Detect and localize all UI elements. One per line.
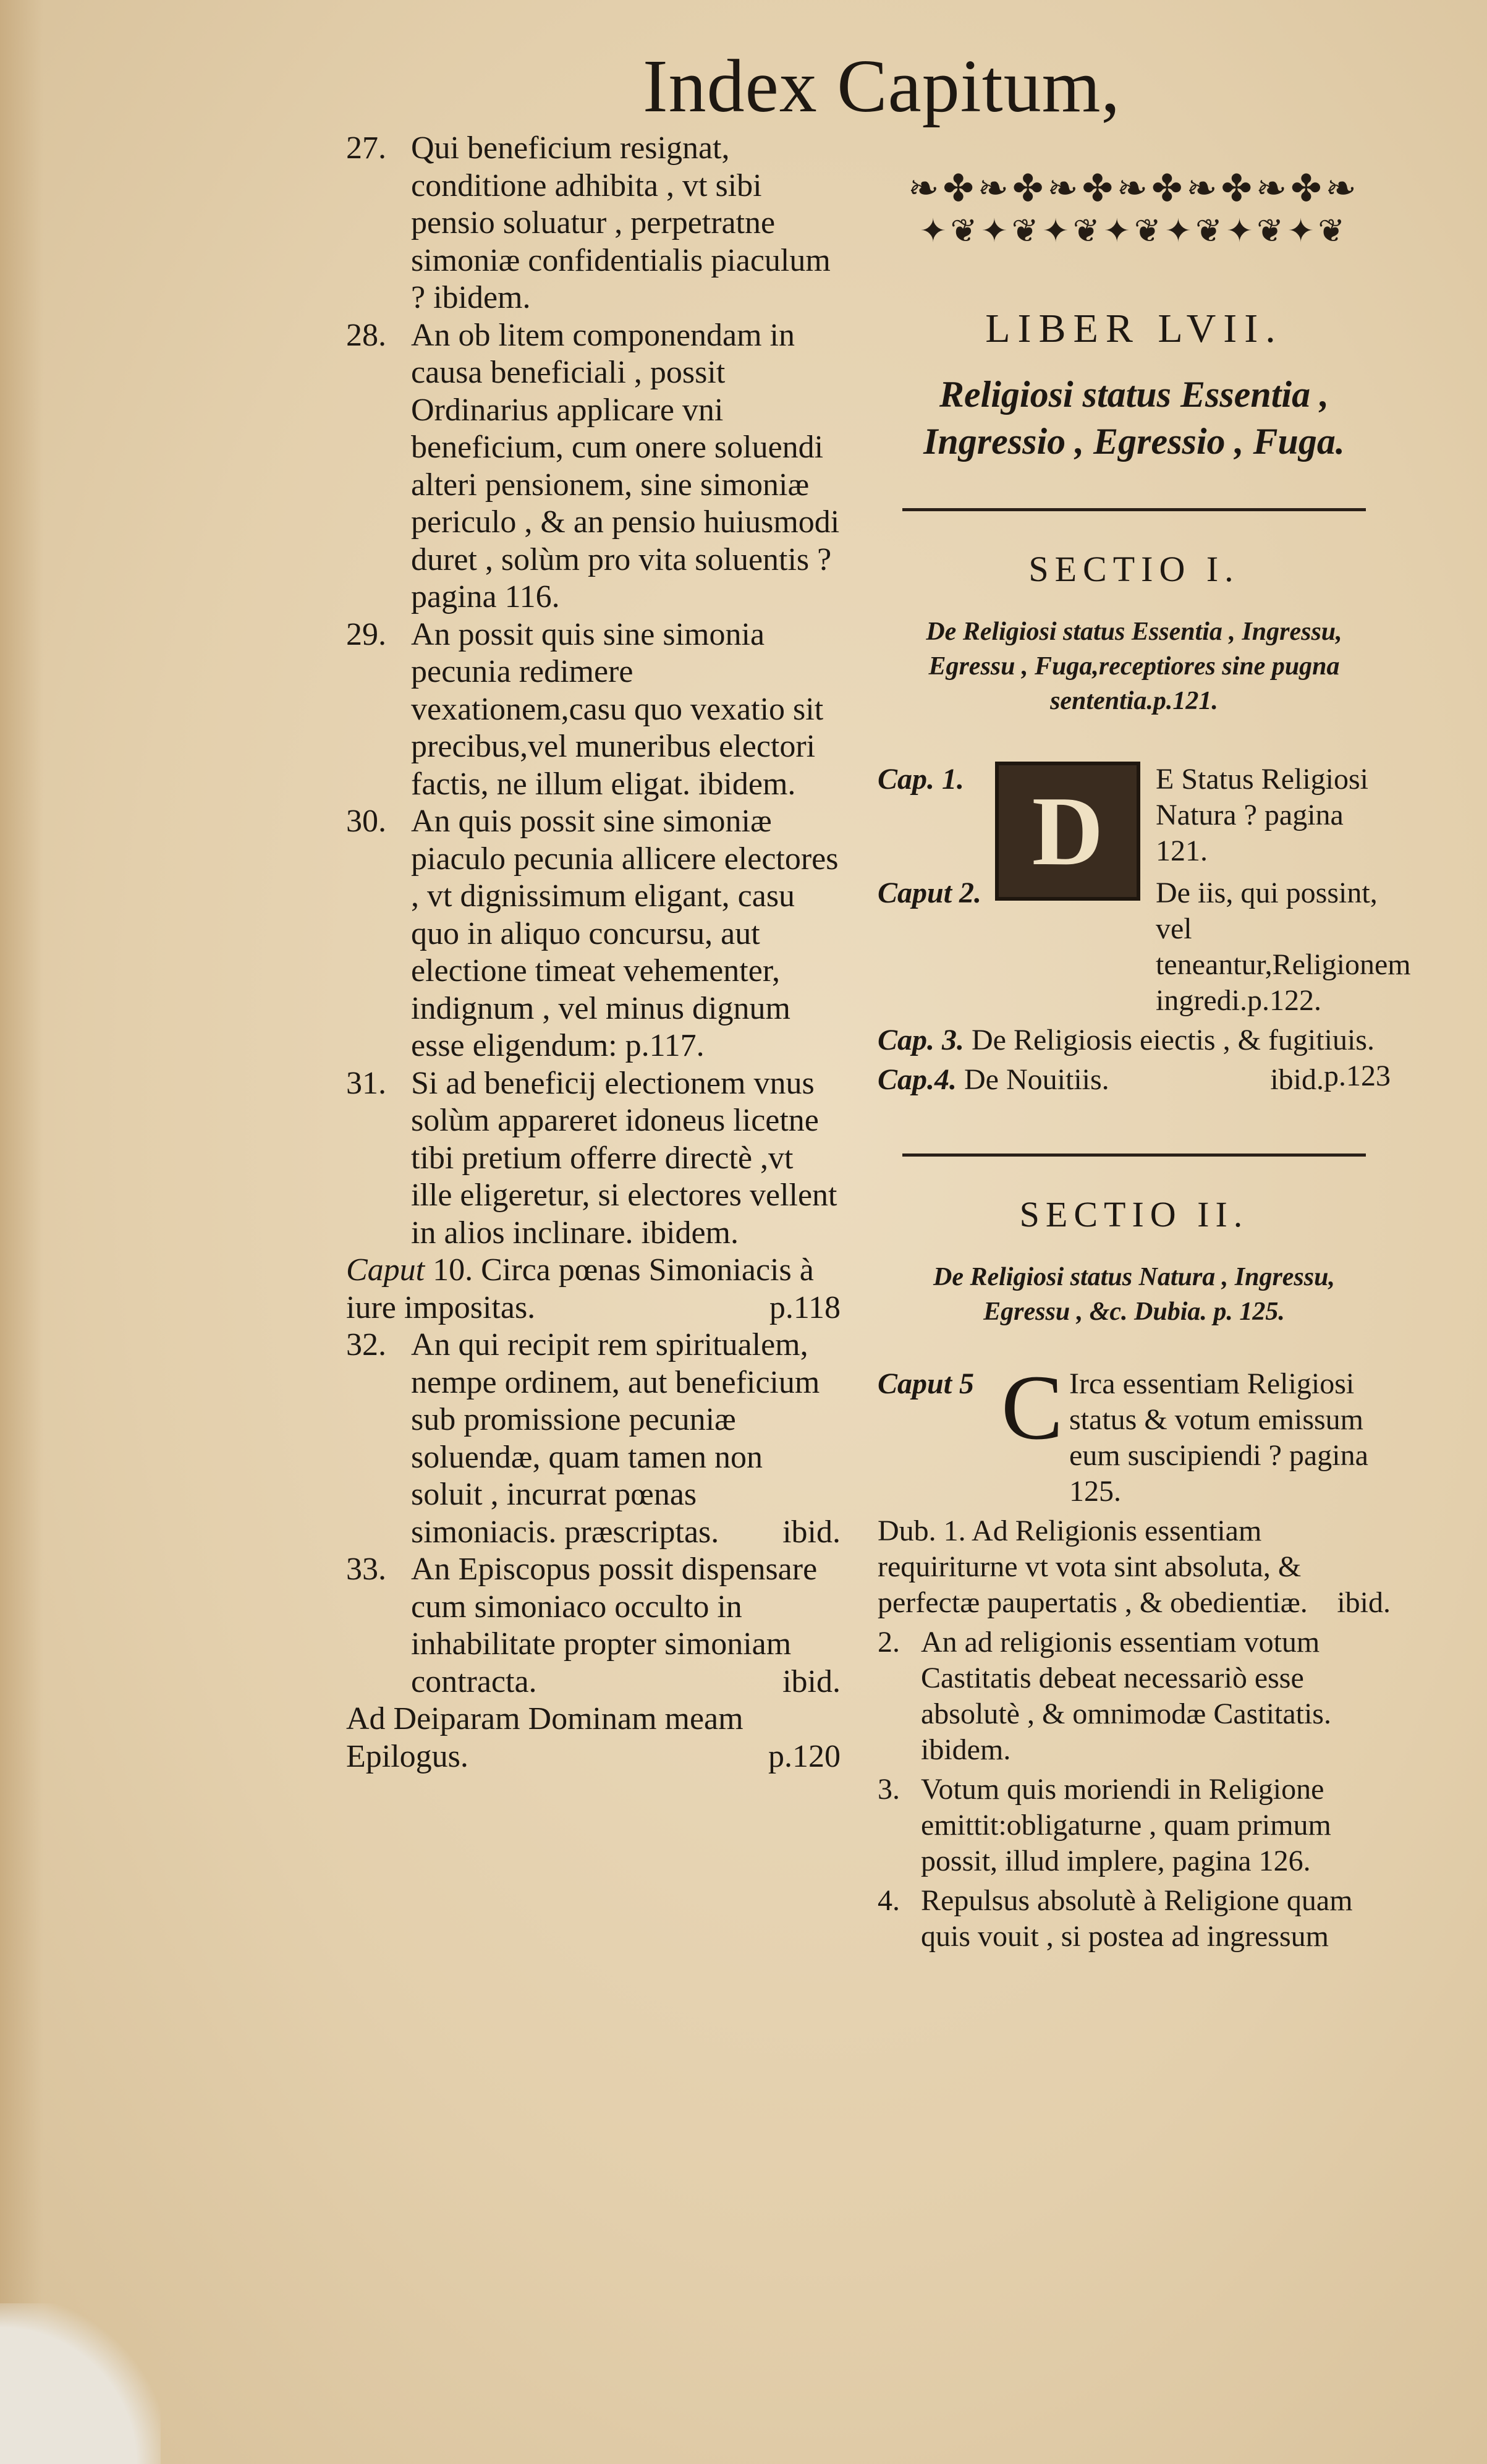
dubium-number: Dub. 1. [878, 1515, 966, 1547]
chapter-text: De Religiosis eiectis , & fugitiuis. [972, 1024, 1375, 1056]
right-column [878, 167, 1411, 1955]
dubium-number: 2. [878, 1626, 900, 1659]
entry-number: 28. [346, 317, 386, 353]
entry-text: An Episcopus possit dispensare cum simoniaco occulto in inhabilitate propter simoniam contracta. [411, 1552, 818, 1699]
running-header: Index Capitum, [643, 45, 1121, 128]
index-entry [346, 130, 841, 317]
chapter-text: De Nouitiis. [964, 1063, 1109, 1096]
chapter-line [878, 875, 1411, 1019]
page-corner-tear [0, 2303, 161, 2464]
chapter-text: De iis, qui possint, vel teneantur,Religionem ingredi.p.122. [1156, 877, 1411, 1017]
page-ref: p.123 [1324, 1060, 1391, 1092]
dubium-text: Votum quis moriendi in Religione emittit:obligaturne , quam primum possit, illud implere, pagina 126. [921, 1773, 1331, 1877]
entry-text: An possit quis sine simonia pecunia redimere vexationem,casu quo vexatio sit precibus,vel muneribus electori factis, ne illum eligat. ibidem. [411, 616, 824, 802]
chapter-entry [346, 1252, 841, 1327]
dubium-text: An ad religionis essentiam votum Castitatis debeat necessariò esse absolutè , & omnimodæ Castitatis. ibidem. [921, 1626, 1331, 1766]
page-ref: ibid. [1337, 1586, 1391, 1619]
dubium-entry [878, 1772, 1391, 1879]
entry-text: An ob litem componendam in causa beneficiali , possit Ordinarius applicare vni beneficium, cum onere soluendi alteri pensionem, sine simoniæ periculo , & an pensio huiusmodi duret , solùm pro vita soluentis ? pagina 116. [411, 317, 840, 614]
chapter-label: Caput [346, 1252, 425, 1288]
entry-text: Ad Deiparam Dominam meam Epilogus. [346, 1701, 744, 1774]
dubium-entry [878, 1625, 1391, 1768]
left-column [346, 130, 841, 1775]
section-divider [902, 508, 1366, 511]
chapter-label: Caput 2. [878, 877, 982, 909]
index-entry [346, 803, 841, 1065]
page-ref: p.120 [768, 1738, 841, 1774]
book-title: LIBER LVII. [985, 306, 1283, 351]
section-title: SECTIO II. [1019, 1194, 1249, 1234]
section-divider [902, 1153, 1366, 1157]
index-entry [346, 1327, 841, 1551]
dubium-text: Ad Religionis essentiam requiriturne vt vota sint absoluta, & perfectæ paupertatis , & obedientiæ. [878, 1515, 1308, 1619]
entry-text: Qui beneficium resignat, conditione adhibita , vt sibi pensio soluatur , perpetratne simoniæ confidentialis piaculum ? ibidem. [411, 130, 831, 315]
dubia-list [878, 1356, 1391, 1955]
entry-number: 29. [346, 616, 386, 652]
entry-number: 31. [346, 1065, 386, 1101]
chapter-list [878, 762, 1411, 1098]
epilogue-entry [346, 1701, 841, 1775]
page-ref: ibid. [1270, 1063, 1324, 1096]
chapter-label: Cap. 3. [878, 1024, 965, 1056]
fleuron-ornament-row: ✦❦✦❦✦❦✦❦✦❦✦❦✦❦ [920, 214, 1349, 249]
section-subtitle: De Religiosi status Natura , Ingressu, Egressu , &c. Dubia. p. 125. [933, 1263, 1335, 1326]
entry-number: 27. [346, 130, 386, 166]
chapter-label: Caput 5 [878, 1367, 975, 1400]
initial-capital: C [1001, 1356, 1064, 1459]
page-ref: ibid. [782, 1663, 841, 1699]
dubium-number: 3. [878, 1773, 900, 1806]
dubium-text: Repulsus absolutè à Religione quam quis vouit , si postea ad ingressum [921, 1884, 1353, 1953]
entry-text: An quis possit sine simoniæ piaculo pecunia allicere electores , vt dignissimum eligant, casu quo in aliquo concursu, aut electione timeat vehementer, indignum , vel minus dignum esse eligendum: p.117. [411, 804, 839, 1063]
section-title: SECTIO I. [1028, 549, 1240, 589]
dubium-number: 4. [878, 1884, 900, 1917]
section-subtitle: De Religiosi status Essentia , Ingressu, Egressu , Fuga,receptiores sine pugna sententia.p.121. [926, 618, 1342, 715]
caput-line [878, 1356, 1391, 1510]
index-entry [346, 317, 841, 616]
entry-text: 10. Circa pœnas Simoniacis à iure impositas. [346, 1252, 814, 1325]
entry-number: 33. [346, 1552, 386, 1587]
dubium-entry [878, 1883, 1391, 1955]
dubium-entry [878, 1513, 1391, 1621]
entry-number: 32. [346, 1327, 386, 1362]
entry-text: An qui recipit rem spiritualem, nempe ordinem, aut beneficium sub promissione pecuniæ soluendæ, quam tamen non soluit , incurrat pœnas simoniacis. præscriptas. [411, 1327, 820, 1550]
page-ref: p.118 [769, 1289, 841, 1325]
chapter-text: E Status Religiosi Natura ? pagina 121. [1156, 763, 1369, 867]
chapter-line [878, 1062, 1391, 1098]
chapter-text: Irca essentiam Religiosi status & votum emissum eum suscipiendi ? pagina 125. [1069, 1367, 1368, 1508]
book-subtitle: Religiosi status Essentia , Ingressio , Egressio , Fuga. [923, 374, 1345, 462]
entry-text: Si ad beneficij electionem vnus solùm appareret idoneus licetne tibi pretium offerre directè ,vt ille eligeretur, si electores vellent in alios inclinare. ibidem. [411, 1065, 837, 1251]
fleuron-ornament-row: ❧✤❧✤❧✤❧✤❧✤❧✤❧ [908, 168, 1360, 209]
index-entry [346, 616, 841, 804]
index-entry [346, 1065, 841, 1252]
page-ref: ibid. [782, 1514, 841, 1550]
page-edge-stain [0, 0, 43, 2464]
chapter-label: Cap. 1. [878, 763, 965, 796]
index-entry [346, 1551, 841, 1701]
decorated-initial-icon: D [995, 762, 1140, 901]
entry-number: 30. [346, 804, 386, 839]
chapter-label: Cap.4. [878, 1063, 957, 1096]
chapter-line [878, 762, 1391, 869]
